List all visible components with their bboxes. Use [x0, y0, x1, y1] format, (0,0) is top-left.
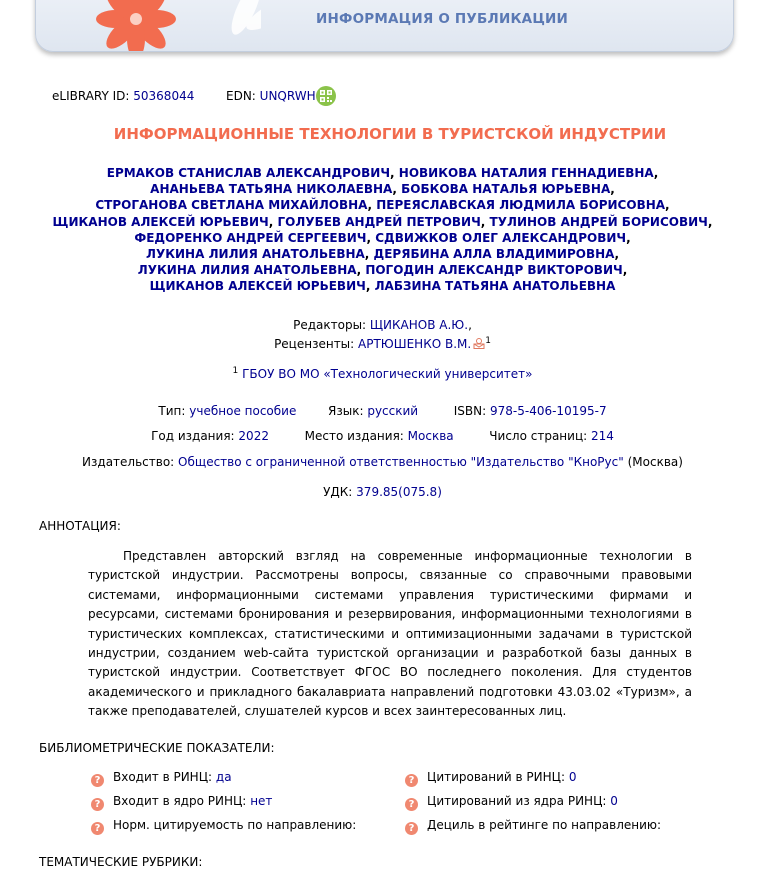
- author-link[interactable]: АНАНЬЕВА ТАТЬЯНА НИКОЛАЕВНА: [150, 182, 393, 197]
- metric-rinc: [91, 770, 232, 787]
- author-link[interactable]: ЩИКАНОВ АЛЕКСЕЙ ЮРЬЕВИЧ: [52, 214, 269, 229]
- pages-label: Число страниц:: [489, 429, 588, 443]
- reviewer-mail-icon[interactable]: [473, 338, 485, 349]
- reviewer-link[interactable]: АРТЮШЕНКО В.М.: [358, 337, 472, 351]
- affiliation-row: [0, 366, 765, 381]
- pages-value: 214: [591, 429, 614, 443]
- citations-label: Цитирований в РИНЦ:: [427, 770, 566, 784]
- help-icon[interactable]: ?: [91, 774, 104, 787]
- reviewers-label: Рецензенты:: [274, 337, 355, 351]
- elibrary-id-label: eLIBRARY ID:: [52, 89, 130, 103]
- header-panel: [35, 0, 734, 52]
- publisher-city: (Москва): [627, 455, 683, 469]
- metric-core: [91, 794, 272, 811]
- rubrics-label: ТЕМАТИЧЕСКИЕ РУБРИКИ:: [39, 855, 203, 869]
- author-link[interactable]: ГОЛУБЕВ АНДРЕЙ ПЕТРОВИЧ: [277, 214, 481, 229]
- language-label: Язык:: [328, 404, 364, 418]
- edn-label: EDN:: [226, 89, 256, 103]
- editors-row: Редакторы: ЩИКАНОВ А.Ю.,: [293, 318, 472, 332]
- reviewers-row: [0, 336, 765, 351]
- publication-ids: [52, 89, 316, 103]
- help-icon[interactable]: ?: [405, 822, 418, 835]
- author-link[interactable]: СТРОГАНОВА СВЕТЛАНА МИХАЙЛОВНА: [95, 198, 368, 213]
- norm-label: Норм. цитируемость по направлению:: [113, 818, 357, 832]
- author-link[interactable]: ЛАБЗИНА ТАТЬЯНА АНАТОЛЬЕВНА: [374, 279, 616, 294]
- author-link[interactable]: ДЕРЯБИНА АЛЛА ВЛАДИМИРОВНА: [373, 247, 615, 262]
- authors-list: ЕРМАКОВ СТАНИСЛАВ АЛЕКСАНДРОВИЧ, НОВИКОВА НАТАЛИЯ ГЕННАДИЕВНА, АНАНЬЕВА ТАТЬЯНА НИКОЛАЕВНА, БОБКОВА НАТАЛЬЯ ЮРЬЕВНА, СТРОГАНОВА СВЕТЛАНА МИХАЙЛОВНА, ПЕРЕЯСЛАВСКАЯ ЛЮДМИЛА БОРИСОВНА, ЩИКАНОВ АЛЕКСЕЙ ЮРЬЕВИЧ, ГОЛУБЕВ АНДРЕЙ ПЕТРОВИЧ, ТУЛИНОВ АНДРЕЙ БОРИСОВИЧ, ФЕДОРЕНКО АНДРЕЙ СЕРГЕЕВИЧ, СДВИЖКОВ ОЛЕГ АЛЕКСАНДРОВИЧ, ЛУКИНА ЛИЛИЯ АНАТОЛЬЕВНА, ДЕРЯБИНА АЛЛА ВЛАДИМИРОВНА, ЛУКИНА ЛИЛИЯ АНАТОЛЬЕВНА, ПОГОДИН АЛЕКСАНДР ВИКТОРОВИЧ, ЩИКАНОВ АЛЕКСЕЙ ЮРЬЕВИЧ, ЛАБЗИНА ТАТЬЯНА АНАТОЛЬЕВНА: [52, 166, 713, 294]
- meta-row-type: [0, 404, 765, 418]
- author-link[interactable]: БОБКОВА НАТАЛЬЯ ЮРЬЕВНА: [401, 182, 611, 197]
- meta-row-udk: [0, 485, 765, 499]
- rinc-value: да: [215, 770, 232, 784]
- author-link[interactable]: ПОГОДИН АЛЕКСАНДР ВИКТОРОВИЧ: [365, 263, 623, 278]
- author-link[interactable]: ТУЛИНОВ АНДРЕЙ БОРИСОВИЧ: [489, 214, 708, 229]
- publication-title: ИНФОРМАЦИОННЫЕ ТЕХНОЛОГИИ В ТУРИСТСКОЙ ИНДУСТРИИ: [113, 125, 667, 143]
- author-link[interactable]: СДВИЖКОВ ОЛЕГ АЛЕКСАНДРОВИЧ: [375, 230, 627, 245]
- author-link[interactable]: ЛУКИНА ЛИЛИЯ АНАТОЛЬЕВНА: [145, 247, 365, 262]
- metric-citations: [405, 770, 577, 787]
- help-icon[interactable]: ?: [91, 822, 104, 835]
- citations-core-label: Цитирований из ядра РИНЦ:: [427, 794, 607, 808]
- isbn-label: ISBN:: [453, 404, 487, 418]
- help-icon[interactable]: ?: [405, 798, 418, 811]
- affiliation-link[interactable]: ГБОУ ВО МО «Технологический университет»: [242, 367, 533, 381]
- publisher-link[interactable]: Общество с ограниченной ответственностью "Издательство "КноРус": [178, 455, 624, 469]
- citations-core-value: 0: [610, 794, 618, 808]
- edn-link[interactable]: UNQRWH: [259, 89, 316, 103]
- place-label: Место издания:: [304, 429, 404, 443]
- isbn-value: 978-5-406-10195-7: [490, 404, 607, 418]
- place-value: Москва: [407, 429, 454, 443]
- qr-code-icon[interactable]: [316, 86, 336, 106]
- rinc-label: Входит в РИНЦ:: [113, 770, 213, 784]
- year-label: Год издания:: [151, 429, 235, 443]
- author-link[interactable]: ПЕРЕЯСЛАВСКАЯ ЛЮДМИЛА БОРИСОВНА: [376, 198, 666, 213]
- elibrary-id-link[interactable]: 50368044: [133, 89, 195, 103]
- biblio-label: БИБЛИОМЕТРИЧЕСКИЕ ПОКАЗАТЕЛИ:: [39, 741, 275, 755]
- core-value: нет: [250, 794, 273, 808]
- language-value[interactable]: русский: [367, 404, 419, 418]
- annotation-text: Представлен авторский взгляд на современные информационные технологии в туристской индустрии. Рассмотрены вопросы, связанные со справочными правовыми системами, информационными системами управления туристическими фирмами и ресурсами, системами бронирования и резервирования, информационными технологиями в туристических комплексах, статистическими и оптимизационными задачами в туристской индустрии, созданием web-сайта туристской организации и разработкой базы данных в туристской индустрии. Соответствует ФГОС ВО последнего поколения. Для студентов академического и прикладного бакалавриата направлений подготовки 43.03.02 «Туризм», а также преподавателей, слушателей курсов и всех заинтересованных лиц.: [88, 549, 692, 719]
- decile-label: Дециль в рейтинге по направлению:: [427, 818, 662, 832]
- udk-label: УДК:: [323, 485, 353, 499]
- type-label: Тип:: [158, 404, 186, 418]
- help-icon[interactable]: ?: [405, 774, 418, 787]
- flower-decoration-icon: [61, 0, 261, 52]
- author-link[interactable]: НОВИКОВА НАТАЛИЯ ГЕННАДИЕВНА: [398, 166, 654, 180]
- year-value: 2022: [238, 429, 269, 443]
- author-link[interactable]: ФЕДОРЕНКО АНДРЕЙ СЕРГЕЕВИЧ: [134, 230, 367, 245]
- author-link[interactable]: ЩИКАНОВ АЛЕКСЕЙ ЮРЬЕВИЧ: [149, 279, 366, 294]
- citations-value: 0: [568, 770, 577, 784]
- editor-link[interactable]: ЩИКАНОВ А.Ю.: [369, 318, 469, 332]
- publisher-label: Издательство:: [82, 455, 175, 469]
- annotation-label: АННОТАЦИЯ:: [39, 519, 121, 533]
- meta-row-publisher: [0, 455, 765, 469]
- metric-citations-core: [405, 794, 618, 811]
- meta-row-year: [0, 429, 765, 443]
- affiliation-sup: 1: [232, 366, 239, 376]
- header-title: ИНФОРМАЦИЯ О ПУБЛИКАЦИИ: [316, 11, 569, 27]
- editors-label: Редакторы:: [293, 318, 367, 332]
- help-icon[interactable]: ?: [91, 798, 104, 811]
- reviewer-affiliation-sup: 1: [485, 336, 491, 346]
- core-label: Входит в ядро РИНЦ:: [113, 794, 247, 808]
- type-value[interactable]: учебное пособие: [189, 404, 297, 418]
- author-link[interactable]: ЛУКИНА ЛИЛИЯ АНАТОЛЬЕВНА: [137, 263, 357, 278]
- metric-norm: [91, 818, 356, 835]
- udk-value: 379.85(075.8): [356, 485, 442, 499]
- metric-decile: [405, 818, 661, 835]
- author-link[interactable]: ЕРМАКОВ СТАНИСЛАВ АЛЕКСАНДРОВИЧ: [106, 166, 391, 180]
